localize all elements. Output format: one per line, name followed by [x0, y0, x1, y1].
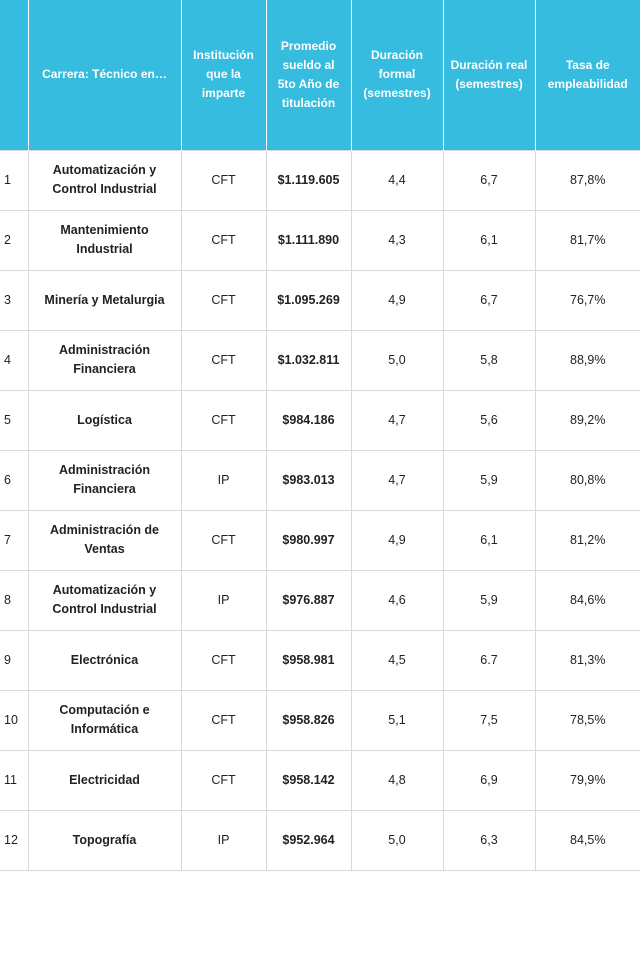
cell-institucion: CFT — [181, 750, 266, 810]
cell-rank: 8 — [0, 570, 28, 630]
cell-institucion: IP — [181, 450, 266, 510]
cell-rank: 2 — [0, 210, 28, 270]
column-header-carrera: Carrera: Técnico en… — [28, 0, 181, 150]
cell-rank: 6 — [0, 450, 28, 510]
cell-sueldo: $958.142 — [266, 750, 351, 810]
cell-duracion-real: 6,9 — [443, 750, 535, 810]
table-row — [0, 750, 640, 810]
table-row — [0, 330, 640, 390]
cell-sueldo: $1.111.890 — [266, 210, 351, 270]
table-row — [0, 390, 640, 450]
cell-duracion-real: 5,9 — [443, 450, 535, 510]
cell-empleabilidad: 81,3% — [535, 630, 640, 690]
column-header-sueldo: Promedio sueldo al 5to Año de titulación — [266, 0, 351, 150]
cell-sueldo: $952.964 — [266, 810, 351, 870]
cell-duracion-formal: 4,7 — [351, 450, 443, 510]
cell-carrera: Mantenimiento Industrial — [28, 210, 181, 270]
cell-empleabilidad: 78,5% — [535, 690, 640, 750]
cell-carrera: Electricidad — [28, 750, 181, 810]
cell-duracion-real: 6,3 — [443, 810, 535, 870]
cell-sueldo: $958.826 — [266, 690, 351, 750]
table-row — [0, 810, 640, 870]
cell-carrera: Topografía — [28, 810, 181, 870]
cell-institucion: CFT — [181, 690, 266, 750]
cell-empleabilidad: 88,9% — [535, 330, 640, 390]
cell-carrera: Logística — [28, 390, 181, 450]
column-header-institucion: Institución que la imparte — [181, 0, 266, 150]
cell-carrera: Administración Financiera — [28, 450, 181, 510]
cell-sueldo: $976.887 — [266, 570, 351, 630]
cell-carrera: Automatización y Control Industrial — [28, 150, 181, 210]
cell-duracion-formal: 5,0 — [351, 330, 443, 390]
cell-institucion: CFT — [181, 330, 266, 390]
cell-rank: 12 — [0, 810, 28, 870]
cell-duracion-formal: 4,6 — [351, 570, 443, 630]
cell-empleabilidad: 89,2% — [535, 390, 640, 450]
cell-sueldo: $958.981 — [266, 630, 351, 690]
cell-sueldo: $980.997 — [266, 510, 351, 570]
cell-duracion-real: 5,9 — [443, 570, 535, 630]
cell-duracion-formal: 4,5 — [351, 630, 443, 690]
cell-duracion-formal: 4,3 — [351, 210, 443, 270]
cell-carrera: Minería y Metalurgia — [28, 270, 181, 330]
cell-duracion-real: 6.7 — [443, 630, 535, 690]
cell-empleabilidad: 81,7% — [535, 210, 640, 270]
cell-rank: 9 — [0, 630, 28, 690]
cell-duracion-formal: 4,8 — [351, 750, 443, 810]
cell-carrera: Electrónica — [28, 630, 181, 690]
cell-duracion-formal: 4,9 — [351, 270, 443, 330]
cell-institucion: CFT — [181, 210, 266, 270]
cell-empleabilidad: 79,9% — [535, 750, 640, 810]
cell-rank: 10 — [0, 690, 28, 750]
cell-institucion: IP — [181, 810, 266, 870]
cell-carrera: Automatización y Control Industrial — [28, 570, 181, 630]
cell-duracion-real: 6,1 — [443, 210, 535, 270]
cell-rank: 7 — [0, 510, 28, 570]
cell-rank: 1 — [0, 150, 28, 210]
cell-rank: 11 — [0, 750, 28, 810]
cell-duracion-formal: 4,7 — [351, 390, 443, 450]
table-row — [0, 210, 640, 270]
cell-sueldo: $1.095.269 — [266, 270, 351, 330]
cell-duracion-formal: 5,1 — [351, 690, 443, 750]
cell-sueldo: $1.032.811 — [266, 330, 351, 390]
cell-empleabilidad: 84,5% — [535, 810, 640, 870]
cell-carrera: Computación e Informática — [28, 690, 181, 750]
cell-empleabilidad: 80,8% — [535, 450, 640, 510]
cell-rank: 4 — [0, 330, 28, 390]
cell-institucion: CFT — [181, 510, 266, 570]
table-row — [0, 510, 640, 570]
cell-duracion-real: 5,6 — [443, 390, 535, 450]
cell-institucion: CFT — [181, 630, 266, 690]
cell-duracion-real: 7,5 — [443, 690, 535, 750]
cell-empleabilidad: 84,6% — [535, 570, 640, 630]
table-row — [0, 630, 640, 690]
cell-carrera: Administración Financiera — [28, 330, 181, 390]
cell-institucion: CFT — [181, 270, 266, 330]
cell-duracion-real: 6,1 — [443, 510, 535, 570]
cell-duracion-real: 5,8 — [443, 330, 535, 390]
column-header-empleabilidad: Tasa de empleabilidad — [535, 0, 640, 150]
cell-sueldo: $984.186 — [266, 390, 351, 450]
cell-duracion-formal: 4,4 — [351, 150, 443, 210]
cell-empleabilidad: 87,8% — [535, 150, 640, 210]
cell-rank: 5 — [0, 390, 28, 450]
table-row — [0, 450, 640, 510]
cell-institucion: IP — [181, 570, 266, 630]
cell-duracion-real: 6,7 — [443, 150, 535, 210]
cell-institucion: CFT — [181, 390, 266, 450]
cell-sueldo: $983.013 — [266, 450, 351, 510]
cell-empleabilidad: 81,2% — [535, 510, 640, 570]
cell-duracion-formal: 5,0 — [351, 810, 443, 870]
column-header-duracion-formal: Duración formal (semestres) — [351, 0, 443, 150]
table-header — [0, 0, 640, 150]
cell-institucion: CFT — [181, 150, 266, 210]
column-header-duracion-real: Duración real (semestres) — [443, 0, 535, 150]
cell-empleabilidad: 76,7% — [535, 270, 640, 330]
table-body — [0, 150, 640, 870]
table-row — [0, 690, 640, 750]
cell-duracion-real: 6,7 — [443, 270, 535, 330]
cell-rank: 3 — [0, 270, 28, 330]
table-row — [0, 150, 640, 210]
header-row — [0, 0, 640, 150]
cell-carrera: Administración de Ventas — [28, 510, 181, 570]
cell-sueldo: $1.119.605 — [266, 150, 351, 210]
cell-duracion-formal: 4,9 — [351, 510, 443, 570]
column-header-rank — [0, 0, 28, 150]
table-row — [0, 570, 640, 630]
table-row — [0, 270, 640, 330]
